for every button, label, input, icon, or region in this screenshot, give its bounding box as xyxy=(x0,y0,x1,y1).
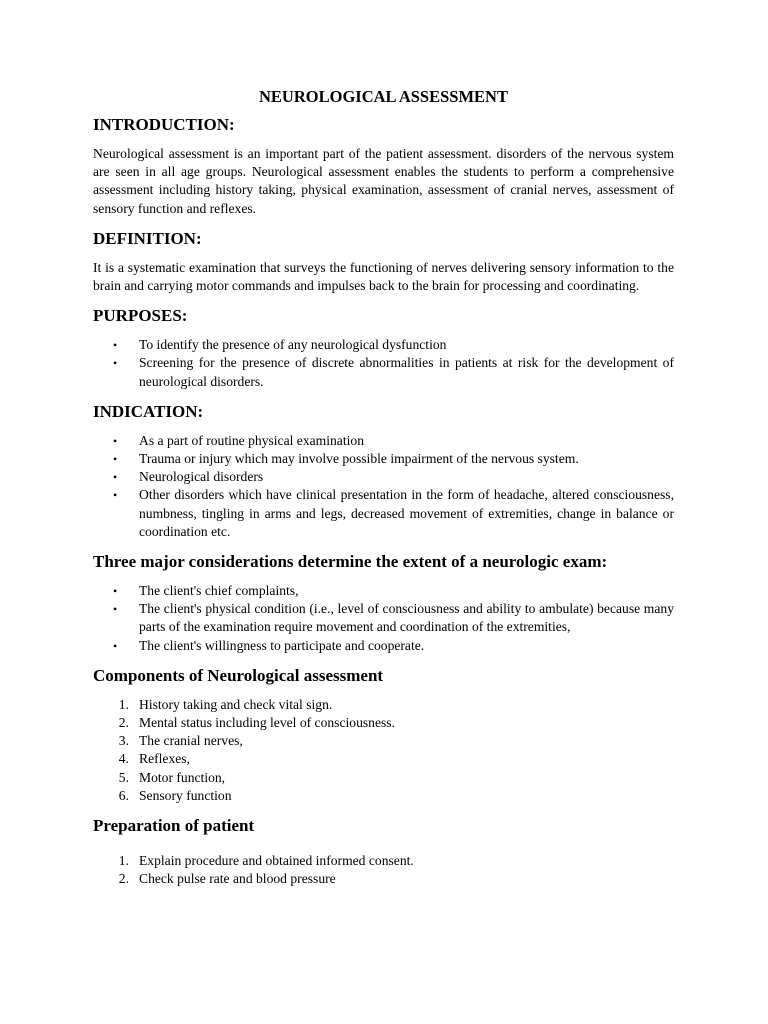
introduction-heading: INTRODUCTION: xyxy=(93,115,235,134)
list-number: 3. xyxy=(118,733,129,749)
list-item xyxy=(93,714,674,732)
list-item xyxy=(93,769,674,787)
list-item xyxy=(93,582,674,600)
list-item-text: The cranial nerves, xyxy=(139,733,243,749)
list-number: 2. xyxy=(118,715,129,731)
list-item-text: Reflexes, xyxy=(139,751,190,767)
list-item-text: Sensory function xyxy=(139,787,232,803)
considerations-heading: Three major considerations determine the extent of a neurologic exam: xyxy=(93,552,608,572)
document-title: NEUROLOGICAL ASSESSMENT xyxy=(259,87,508,106)
list-item-text: To identify the presence of any neurological dysfunction xyxy=(139,337,447,353)
list-item-text: The client's physical condition (i.e., level of consciousness and ability to ambulate) because many parts of the examination require movement and coordination of the extremities, xyxy=(139,601,674,635)
list-item-text: Check pulse rate and blood pressure xyxy=(139,871,336,887)
introduction-paragraph: Neurological assessment is an important part of the patient assessment. disorders of the nervous system are seen in all age groups. Neurological assessment enables the students to perform a comprehensive assessment including history taking, physical examination, assessment of cranial nerves, assessment of sensory function and reflexes. xyxy=(93,146,674,216)
document-page xyxy=(93,86,674,888)
considerations-list xyxy=(93,582,674,655)
purposes-heading: PURPOSES: xyxy=(93,306,188,326)
bullet-icon: • xyxy=(113,488,118,503)
list-number: 5. xyxy=(118,769,129,785)
list-item-text: Trauma or injury which may involve possible impairment of the nervous system. xyxy=(139,451,579,467)
list-number: 4. xyxy=(118,751,129,767)
list-item xyxy=(93,600,674,636)
bullet-icon: • xyxy=(113,470,118,485)
preparation-heading: Preparation of patient xyxy=(93,816,255,836)
bullet-icon: • xyxy=(113,602,118,617)
list-item-text: Mental status including level of consciousness. xyxy=(139,715,395,731)
list-item xyxy=(93,468,674,486)
list-item xyxy=(93,637,674,655)
list-item-text: Motor function, xyxy=(139,769,226,785)
definition-paragraph: It is a systematic examination that surveys the functioning of nerves delivering sensory information to the brain and carrying motor commands and impulses back to the brain for processing and coordinating. xyxy=(93,259,674,294)
list-item xyxy=(93,750,674,768)
bullet-icon: • xyxy=(113,584,118,599)
bullet-icon: • xyxy=(113,638,118,653)
bullet-icon: • xyxy=(113,356,118,371)
list-item xyxy=(93,696,674,714)
components-heading: Components of Neurological assessment xyxy=(93,665,384,685)
list-item-text: Explain procedure and obtained informed consent. xyxy=(139,853,414,869)
list-item xyxy=(93,787,674,805)
list-item xyxy=(93,486,674,541)
indication-list xyxy=(93,432,674,541)
bullet-icon: • xyxy=(113,452,118,467)
list-item xyxy=(93,336,674,354)
preparation-list xyxy=(93,852,674,888)
components-list xyxy=(93,696,674,805)
bullet-icon: • xyxy=(113,338,118,353)
list-number: 2. xyxy=(118,871,129,887)
list-item xyxy=(93,870,674,888)
list-item xyxy=(93,852,674,870)
list-item-text: The client's chief complaints, xyxy=(139,583,299,599)
list-item xyxy=(93,432,674,450)
list-item xyxy=(93,450,674,468)
list-item-text: As a part of routine physical examination xyxy=(139,432,364,448)
purposes-list xyxy=(93,336,674,391)
list-item-text: Screening for the presence of discrete abnormalities in patients at risk for the development of neurological disorders. xyxy=(139,355,674,389)
list-number: 1. xyxy=(118,853,129,869)
indication-heading: INDICATION: xyxy=(93,401,204,421)
list-number: 6. xyxy=(118,787,129,803)
list-item-text: Neurological disorders xyxy=(139,469,264,485)
definition-heading: DEFINITION: xyxy=(93,228,202,248)
list-item xyxy=(93,354,674,390)
list-item-text: History taking and check vital sign. xyxy=(139,696,333,712)
list-number: 1. xyxy=(118,696,129,712)
bullet-icon: • xyxy=(113,433,118,448)
list-item-text: The client's willingness to participate and cooperate. xyxy=(139,637,425,653)
list-item-text: Other disorders which have clinical presentation in the form of headache, altered consciousness, numbness, tingling in arms and legs, decreased movement of extremities, change in balance or coordination etc. xyxy=(139,487,674,539)
list-item xyxy=(93,732,674,750)
